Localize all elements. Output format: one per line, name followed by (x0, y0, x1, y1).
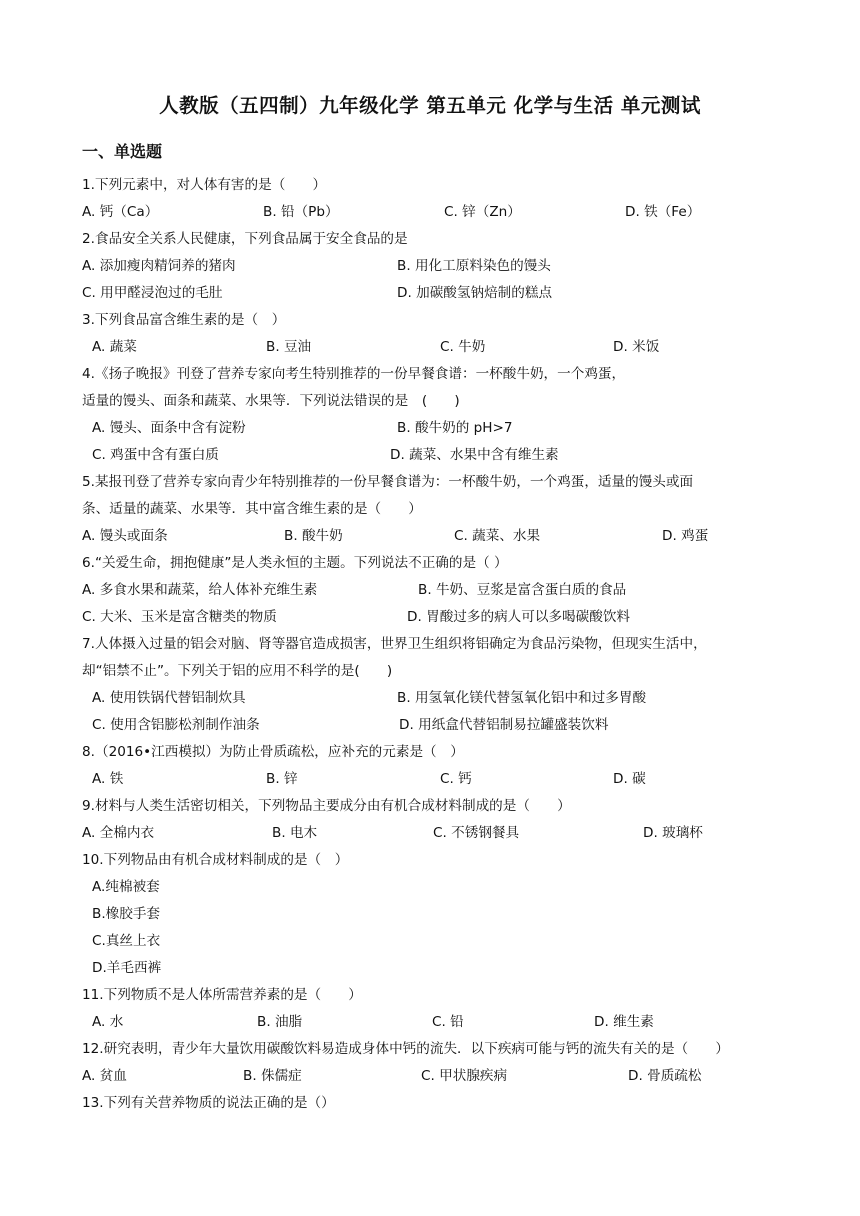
question-12-stem: 12.研究表明，青少年大量饮用碳酸饮料易造成身体中钙的流失．以下疾病可能与钙的流失有关的是（ ） (82, 1041, 729, 1057)
option-a[interactable]: A. 添加瘦肉精饲养的猪肉 (82, 258, 236, 274)
option-b[interactable]: B. 油脂 (257, 1014, 303, 1030)
option-b[interactable]: B. 铅（Pb） (263, 204, 339, 220)
option-d[interactable]: D. 碳 (613, 771, 646, 787)
option-a[interactable]: A. 全棉内衣 (82, 825, 155, 841)
option-b[interactable]: B. 酸牛奶 (284, 528, 343, 544)
question-5-stem-line1: 5.某报刊登了营养专家向青少年特别推荐的一份早餐食谱为：一杯酸牛奶，一个鸡蛋，适量的馒头或面 (82, 474, 694, 490)
question-9-stem: 9.材料与人类生活密切相关，下列物品主要成分由有机合成材料制成的是（ ） (82, 798, 571, 814)
question-2-stem: 2.食品安全关系人民健康，下列食品属于安全食品的是 (82, 231, 408, 247)
question-5-options (0, 527, 860, 545)
option-b[interactable]: B. 牛奶、豆浆是富含蛋白质的食品 (418, 582, 627, 598)
option-b[interactable]: B. 豆油 (266, 339, 312, 355)
question-3-stem: 3.下列食品富含维生素的是（ ） (82, 312, 286, 328)
option-c[interactable]: C. 大米、玉米是富含糖类的物质 (82, 609, 277, 625)
section-heading: 一、单选题 (82, 142, 163, 161)
option-a[interactable]: A. 钙（Ca） (82, 204, 159, 220)
option-b[interactable]: B. 锌 (266, 771, 298, 787)
option-c[interactable]: C. 使用含铝膨松剂制作油条 (92, 717, 260, 733)
option-d[interactable]: D. 骨质疏松 (628, 1068, 702, 1084)
question-8-stem: 8.（2016•江西模拟）为防止骨质疏松，应补充的元素是（ ） (82, 744, 464, 760)
option-d[interactable]: D. 玻璃杯 (643, 825, 703, 841)
question-7-stem-line1: 7.人体摄入过量的铝会对脑、肾等器官造成损害，世界卫生组织将铝确定为食品污染物，但现实生活中， (82, 636, 707, 652)
question-6-options-row2 (0, 608, 860, 626)
question-4-options-row2 (0, 446, 860, 464)
question-6-options-row1 (0, 581, 860, 599)
question-3-options (0, 338, 860, 356)
option-a[interactable]: A.纯棉被套 (92, 879, 160, 895)
option-b[interactable]: B. 酸牛奶的 pH>7 (397, 420, 513, 436)
question-1-stem: 1.下列元素中，对人体有害的是（ ） (82, 177, 327, 193)
option-b[interactable]: B.橡胶手套 (92, 906, 161, 922)
question-4-stem-line1: 4.《扬子晚报》刊登了营养专家向考生特别推荐的一份早餐食谱：一杯酸牛奶，一个鸡蛋， (82, 366, 626, 382)
question-7-options-row2 (0, 716, 860, 734)
option-d[interactable]: D. 加碳酸氢钠焙制的糕点 (397, 285, 553, 301)
option-d[interactable]: D. 胃酸过多的病人可以多喝碳酸饮料 (407, 609, 631, 625)
option-a[interactable]: A. 馒头或面条 (82, 528, 168, 544)
option-d[interactable]: D. 用纸盒代替铝制易拉罐盛装饮料 (399, 717, 609, 733)
question-9-options (0, 824, 860, 842)
option-a[interactable]: A. 蔬菜 (92, 339, 137, 355)
question-10-stem: 10.下列物品由有机合成材料制成的是（ ） (82, 852, 349, 868)
question-11-options (0, 1013, 860, 1031)
option-d[interactable]: D.羊毛西裤 (92, 960, 162, 976)
question-4-stem-line2: 适量的馒头、面条和蔬菜、水果等．下列说法错误的是 ( ) (82, 393, 460, 409)
option-c[interactable]: C. 鸡蛋中含有蛋白质 (92, 447, 219, 463)
option-c[interactable]: C. 牛奶 (440, 339, 486, 355)
question-1-options (0, 203, 860, 221)
option-b[interactable]: B. 用氢氧化镁代替氢氧化铝中和过多胃酸 (397, 690, 647, 706)
option-a[interactable]: A. 水 (92, 1014, 124, 1030)
question-11-stem: 11.下列物质不是人体所需营养素的是（ ） (82, 987, 362, 1003)
option-a[interactable]: A. 铁 (92, 771, 124, 787)
question-2-options-row2 (0, 284, 860, 302)
question-7-options-row1 (0, 689, 860, 707)
option-d[interactable]: D. 蔬菜、水果中含有维生素 (390, 447, 559, 463)
question-6-stem: 6.“关爱生命，拥抱健康”是人类永恒的主题。下列说法不正确的是（ ） (82, 555, 508, 571)
option-b[interactable]: B. 电木 (272, 825, 318, 841)
option-d[interactable]: D. 维生素 (594, 1014, 654, 1030)
option-d[interactable]: D. 米饭 (613, 339, 660, 355)
question-5-stem-line2: 条、适量的蔬菜、水果等．其中富含维生素的是（ ） (82, 501, 422, 517)
page-title: 人教版（五四制）九年级化学 第五单元 化学与生活 单元测试 (159, 94, 701, 117)
option-c[interactable]: C. 不锈钢餐具 (433, 825, 520, 841)
option-c[interactable]: C.真丝上衣 (92, 933, 161, 949)
option-c[interactable]: C. 甲状腺疾病 (421, 1068, 508, 1084)
option-a[interactable]: A. 馒头、面条中含有淀粉 (92, 420, 246, 436)
option-c[interactable]: C. 钙 (440, 771, 472, 787)
option-c[interactable]: C. 用甲醛浸泡过的毛肚 (82, 285, 223, 301)
question-2-options-row1 (0, 257, 860, 275)
option-c[interactable]: C. 锌（Zn） (444, 204, 521, 220)
question-12-options (0, 1067, 860, 1085)
option-c[interactable]: C. 铅 (432, 1014, 464, 1030)
question-13-stem: 13.下列有关营养物质的说法正确的是（） (82, 1095, 335, 1111)
option-d[interactable]: D. 鸡蛋 (662, 528, 709, 544)
option-a[interactable]: A. 使用铁锅代替铝制炊具 (92, 690, 246, 706)
question-8-options (0, 770, 860, 788)
option-b[interactable]: B. 用化工原料染色的馒头 (397, 258, 551, 274)
question-7-stem-line2: 却“铝禁不止”。下列关于铝的应用不科学的是( ) (82, 663, 393, 679)
option-d[interactable]: D. 铁（Fe） (625, 204, 701, 220)
option-a[interactable]: A. 多食水果和蔬菜，给人体补充维生素 (82, 582, 318, 598)
option-c[interactable]: C. 蔬菜、水果 (454, 528, 541, 544)
question-4-options-row1 (0, 419, 860, 437)
option-a[interactable]: A. 贫血 (82, 1068, 127, 1084)
option-b[interactable]: B. 侏儒症 (243, 1068, 302, 1084)
